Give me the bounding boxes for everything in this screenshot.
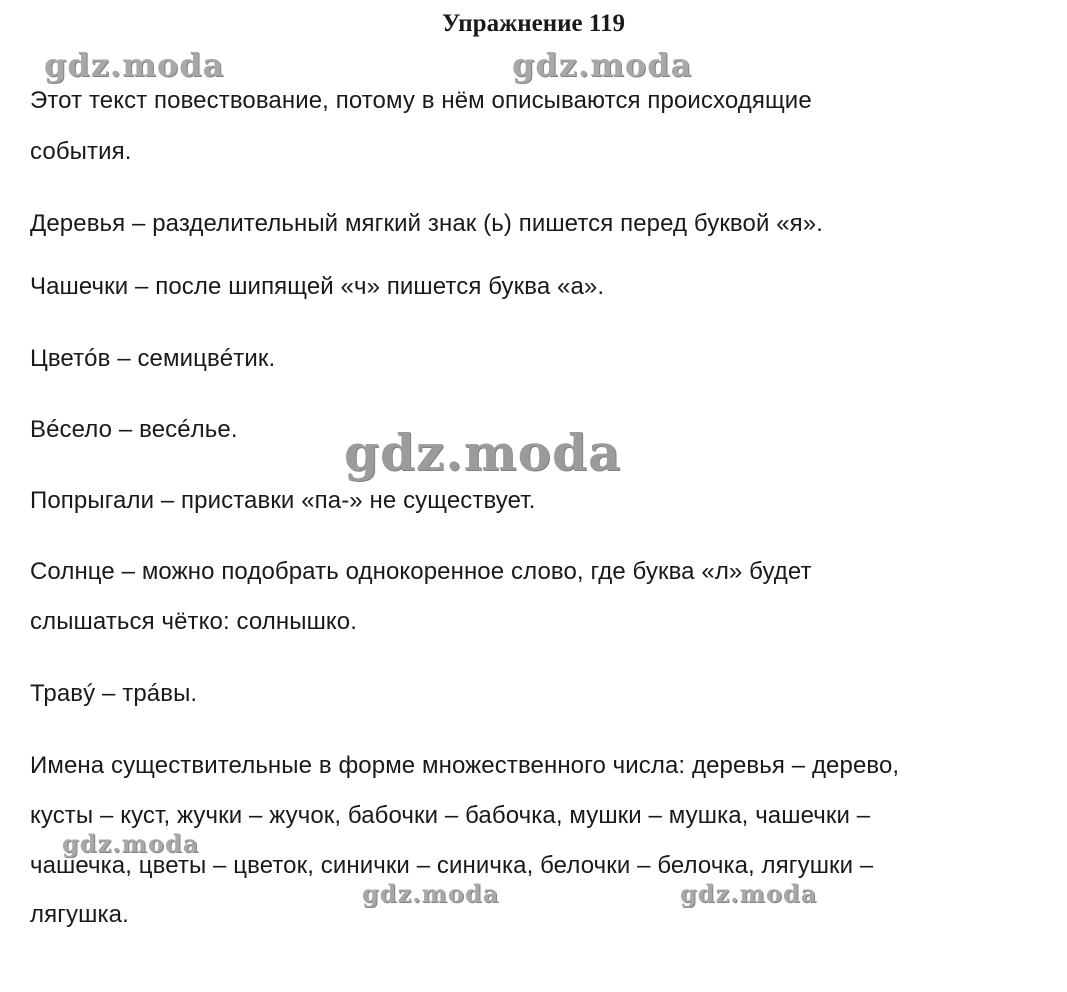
- paragraph-9-line-2: кусты – куст, жучки – жучок, бабочки – бабочка, мушки – мушка, чашечки –: [30, 802, 871, 829]
- paragraph-1-line-1: Этот текст повествование, потому в нём описываются происходящие: [30, 87, 812, 114]
- paragraph-9-line-3: чашечка, цветы – цветок, синички – синичка, белочки – белочка, лягушки –: [30, 852, 874, 879]
- paragraph-9-line-4: лягушка.: [30, 901, 129, 928]
- watermark: gdz.moda: [62, 829, 200, 858]
- paragraph-3: Чашечки – после шипящей «ч» пишется буква «а».: [30, 273, 605, 300]
- paragraph-7-line-2: слышаться чётко: солнышко.: [30, 608, 358, 635]
- watermark: gdz.moda: [344, 423, 622, 482]
- paragraph-1-line-2: события.: [30, 138, 132, 165]
- watermark: gdz.moda: [362, 879, 500, 908]
- paragraph-2: Деревья – разделительный мягкий знак (ь) пишется перед буквой «я».: [30, 210, 823, 237]
- paragraph-8: Травý – трáвы.: [30, 680, 198, 707]
- watermark: gdz.moda: [44, 46, 225, 84]
- paragraph-9-line-1: Имена существительные в форме множественного числа: деревья – дерево,: [30, 752, 900, 779]
- paragraph-4: Цветóв – семицвéтик.: [30, 345, 276, 372]
- paragraph-7-line-1: Солнце – можно подобрать однокоренное слово, где буква «л» будет: [30, 558, 812, 585]
- watermark: gdz.moda: [680, 879, 818, 908]
- paragraph-6: Попрыгали – приставки «па-» не существует.: [30, 487, 536, 514]
- paragraph-5: Вéсело – весéлье.: [30, 416, 238, 443]
- watermark: gdz.moda: [512, 46, 693, 84]
- exercise-title: Упражнение 119: [441, 10, 625, 37]
